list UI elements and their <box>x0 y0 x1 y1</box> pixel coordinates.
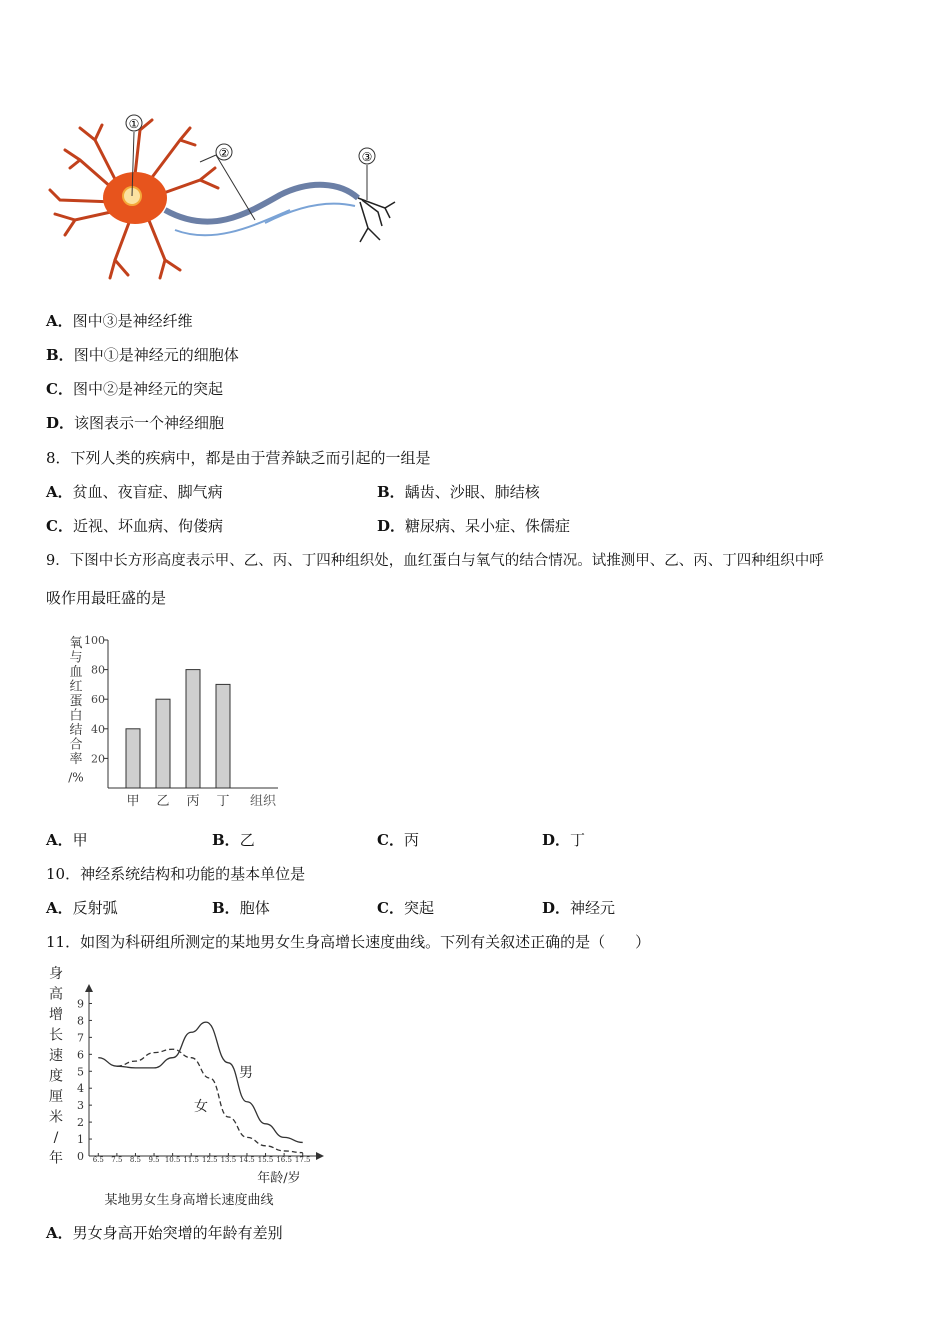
y-tick-label: 5 <box>77 1065 84 1079</box>
y-axis-label-char: 高 <box>49 986 63 1003</box>
y-axis-label-char: 红 <box>69 679 83 695</box>
y-tick-label: 80 <box>91 663 105 677</box>
q8-stem: 8．下列人类的疾病中，都是由于营养缺乏而引起的一组是 <box>46 449 431 467</box>
x-tick-label: 11.5 <box>183 1156 200 1164</box>
y-axis-label-unit: /% <box>68 770 84 785</box>
y-tick-label: 20 <box>91 752 105 766</box>
x-tick-label: 8.5 <box>129 1156 142 1164</box>
x-tick-label: 7.5 <box>111 1156 123 1164</box>
y-tick-label: 7 <box>77 1031 84 1045</box>
q10-option-d: D．神经元 <box>542 899 616 917</box>
q10-stem: 10．神经系统结构和功能的基本单位是 <box>46 865 306 883</box>
x-tick-label: 13.5 <box>220 1156 237 1164</box>
label-3: ③ <box>361 150 373 164</box>
y-axis-label-char: 速 <box>49 1048 63 1064</box>
y-tick-label: 0 <box>77 1150 84 1163</box>
q7-option-d: D．该图表示一个神经细胞 <box>46 414 225 432</box>
y-axis-label-char: 蛋 <box>69 694 83 709</box>
y-tick-label: 3 <box>77 1099 84 1113</box>
y-tick-label: 60 <box>91 693 105 707</box>
neuron-figure <box>40 110 400 285</box>
y-axis-label-char: 合 <box>69 737 83 753</box>
y-axis-label-char: 氧 <box>69 636 83 651</box>
x-tick-label: 12.5 <box>201 1156 218 1164</box>
y-tick-label: 9 <box>77 997 84 1011</box>
y-axis-label-char: 长 <box>49 1027 63 1044</box>
x-tick-label: 10.5 <box>164 1156 181 1164</box>
y-axis-label-char: 身 <box>49 966 63 982</box>
y-axis-label-char: 度 <box>49 1068 63 1085</box>
q8-option-b: B．龋齿、沙眼、肺结核 <box>377 483 540 501</box>
y-axis-label-char: / <box>53 1130 59 1146</box>
x-tick-label: 丁 <box>216 794 230 809</box>
y-tick-label: 1 <box>77 1133 84 1147</box>
label-2: ② <box>218 146 230 160</box>
y-axis-label-char: 厘 <box>49 1089 63 1105</box>
y-axis-label-char: 白 <box>69 708 83 724</box>
q10-option-c: C．突起 <box>377 899 434 917</box>
y-axis-label-char: 结 <box>69 723 83 738</box>
x-tick-label: 9.5 <box>148 1156 160 1164</box>
bar-乙 <box>156 699 170 788</box>
series-line-男 <box>98 1022 302 1142</box>
x-tick-label: 6.5 <box>92 1156 104 1164</box>
q9-option-c: C．丙 <box>377 831 419 849</box>
x-tick-label: 16.5 <box>276 1156 292 1164</box>
q10-option-b: B．胞体 <box>212 899 270 917</box>
y-tick-label: 8 <box>77 1014 84 1028</box>
y-axis-label-char: 米 <box>49 1109 63 1126</box>
y-tick-label: 6 <box>77 1048 84 1062</box>
x-tick-label: 丙 <box>186 794 200 809</box>
q9-stem-line2: 吸作用最旺盛的是 <box>46 589 167 607</box>
y-axis-label-char: 率 <box>69 752 83 767</box>
y-axis-arrow <box>85 984 93 992</box>
x-axis-label: 组织 <box>249 794 277 809</box>
q7-option-a: A．图中③是神经纤维 <box>46 312 193 330</box>
series-label-female: 女 <box>194 1099 208 1115</box>
y-tick-label: 4 <box>77 1082 84 1096</box>
q7-option-b: B．图中①是神经元的细胞体 <box>46 346 239 364</box>
chart-title: 某地男女生身高增长速度曲线 <box>104 1193 274 1208</box>
y-tick-label: 2 <box>77 1116 84 1130</box>
axon-terminal <box>358 198 395 242</box>
series-label-male: 男 <box>239 1065 253 1081</box>
q11-option-a: A．男女身高开始突增的年龄有差别 <box>46 1224 283 1242</box>
series-line-女 <box>117 1049 303 1152</box>
label-1: ① <box>128 117 140 131</box>
y-axis-label-char: 增 <box>49 1007 63 1023</box>
bar-丁 <box>216 684 230 788</box>
q8-option-a: A．贫血、夜盲症、脚气病 <box>46 483 223 501</box>
q9-option-d: D．丁 <box>542 831 586 849</box>
bar-甲 <box>126 729 140 788</box>
y-axis-label-char: 年 <box>49 1150 63 1167</box>
x-tick-label: 甲 <box>126 794 140 809</box>
height-growth-line-chart <box>44 960 334 1215</box>
x-tick-label: 14.5 <box>239 1156 255 1164</box>
x-tick-label: 15.5 <box>257 1156 274 1164</box>
q10-option-a: A．反射弧 <box>46 899 118 917</box>
q8-option-d: D．糖尿病、呆小症、侏儒症 <box>377 517 571 535</box>
q7-option-c: C．图中②是神经元的突起 <box>46 380 223 398</box>
y-tick-label: 40 <box>91 722 105 736</box>
q9-option-a: A．甲 <box>46 831 88 849</box>
x-axis-label: 年龄/岁 <box>257 1171 301 1186</box>
bar-丙 <box>186 670 200 788</box>
x-tick-label: 乙 <box>156 794 170 809</box>
y-axis-label-char: 与 <box>69 650 83 666</box>
oxygen-binding-bar-chart <box>60 625 290 815</box>
q11-stem: 11．如图为科研组所测定的某地男女生身高增长速度曲线。下列有关叙述正确的是（ ） <box>46 933 651 951</box>
q9-stem-line1: 9．下图中长方形高度表示甲、乙、丙、丁四种组织处，血红蛋白与氧气的结合情况。试推测甲、乙、丙、丁四种组织中呼 <box>46 553 824 569</box>
x-axis-arrow <box>316 1152 324 1160</box>
y-tick-label: 100 <box>84 634 105 647</box>
q8-option-c: C．近视、坏血病、佝偻病 <box>46 517 223 535</box>
x-tick-label: 17.5 <box>294 1156 311 1164</box>
y-axis-label-char: 血 <box>69 665 83 680</box>
q9-option-b: B．乙 <box>212 831 255 849</box>
